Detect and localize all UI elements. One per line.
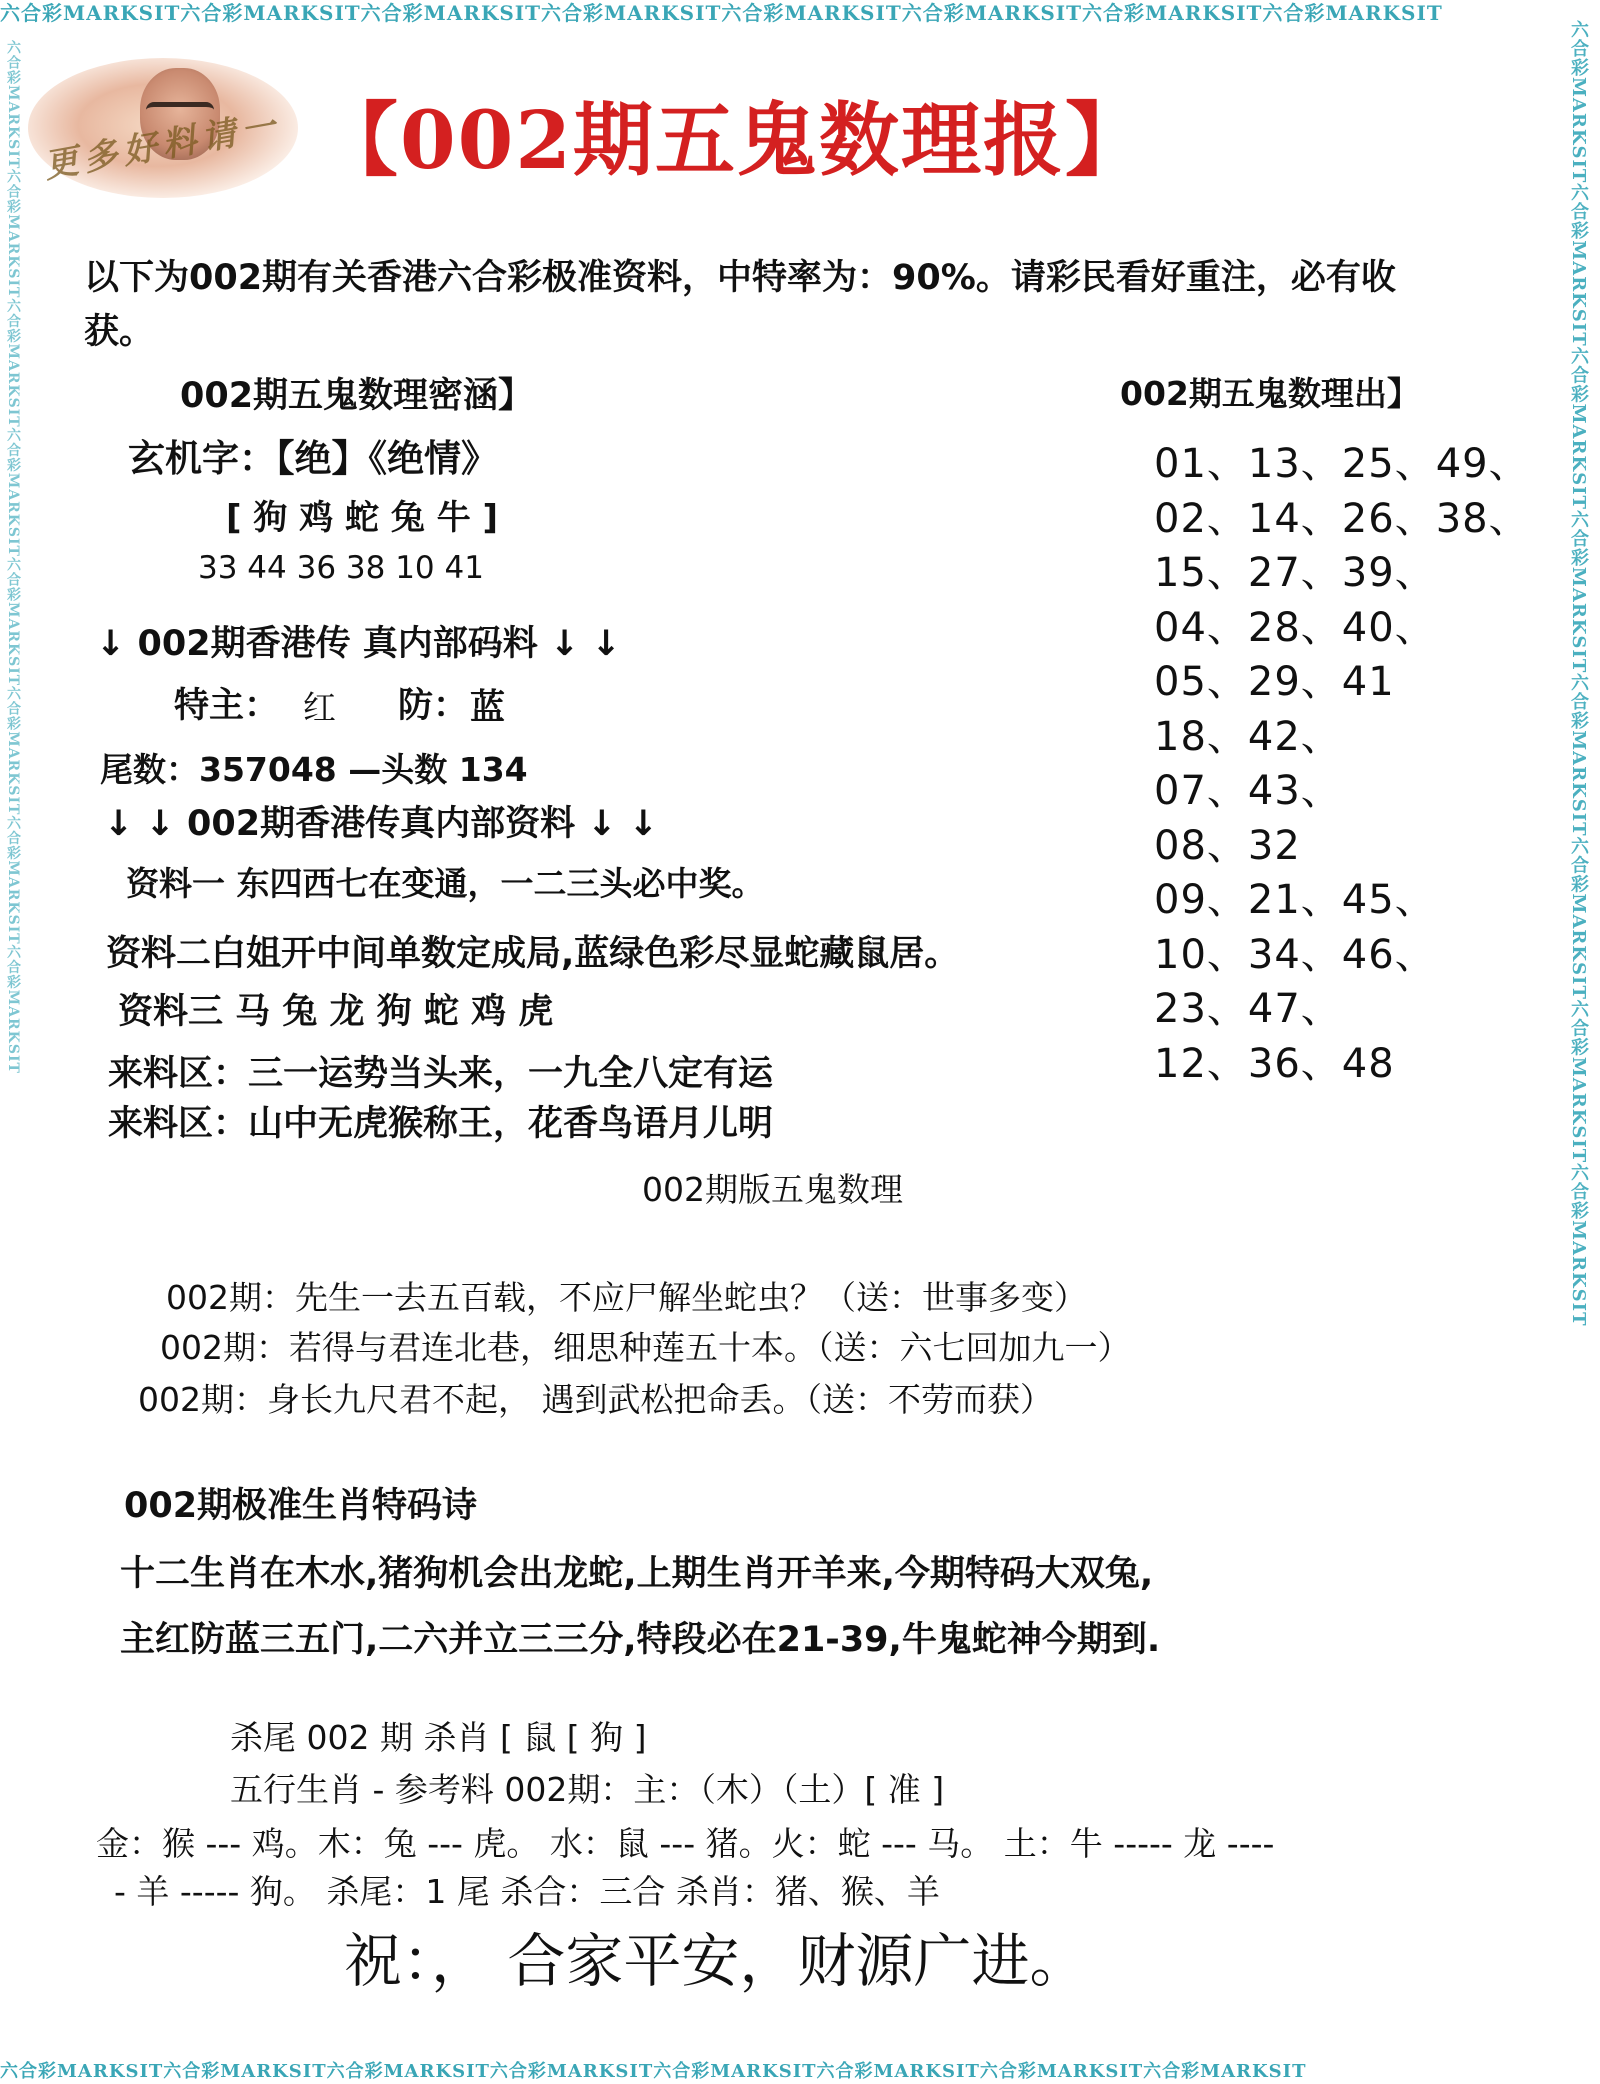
- page-title: 【002期五鬼数理报】: [318, 93, 1147, 187]
- intro-line-1: 以下为002期有关香港六合彩极准资料，中特率为：90%。请彩民看好重注，必有收: [84, 258, 1396, 298]
- right-watermark-strip: 六合彩MARKSIT六合彩MARKSIT六合彩MARKSIT六合彩MARKSIT六合彩MARKSIT六合彩MARKSIT六合彩MARKSIT六合彩MARKSIT: [1568, 20, 1589, 1327]
- version-line-1: 002期：先生一去五百载，不应尸解坐蛇虫？（送：世事多变）: [166, 1278, 1087, 1317]
- output-row: 10、34、46、: [1154, 932, 1436, 978]
- output-row: 09、21、45、: [1154, 877, 1436, 923]
- info-item-2: 资料二白姐开中间单数定成局,蓝绿色彩尽显蛇藏鼠居。: [106, 934, 960, 974]
- poem-heading: 002期极准生肖特码诗: [124, 1486, 478, 1526]
- intro-line-2: 获。: [84, 312, 155, 352]
- top-watermark-strip: 六合彩MARKSIT六合彩MARKSIT六合彩MARKSIT六合彩MARKSIT六合彩MARKSIT六合彩MARKSIT六合彩MARKSIT六合彩MARKSIT: [0, 1, 1443, 25]
- kill-line-3: 金：猴 --- 鸡。木：兔 --- 虎。 水：鼠 --- 猪。火：蛇 --- 马。 土：牛 ----- 龙 ----: [96, 1824, 1275, 1863]
- kill-line-4: - 羊 ----- 狗。 杀尾：1 尾 杀合：三合 杀肖：猪、猴、羊: [114, 1872, 940, 1911]
- badge-caption: 更多好料请一: [40, 105, 285, 187]
- secret-numbers: 33 44 36 38 10 41: [198, 550, 484, 586]
- footer-blessing: 祝：， 合家平安，财源广进。: [344, 1927, 1088, 1995]
- kill-line-2: 五行生肖 - 参考料 002期：主：（木）（土）[ 准 ]: [230, 1770, 945, 1809]
- output-row: 23、47、: [1154, 986, 1342, 1032]
- output-heading: 002期五鬼数理出】: [1120, 374, 1420, 413]
- source-line-1: 来料区：三一运势当头来，一九全八定有运: [108, 1054, 774, 1094]
- insider-codes-heading: ↓ 002期香港传 真内部码料 ↓ ↓: [96, 624, 621, 664]
- output-row: 04、28、40、: [1154, 605, 1436, 651]
- left-watermark-strip: 六合彩MARKSIT六合彩MARKSIT六合彩MARKSIT六合彩MARKSIT六合彩MARKSIT六合彩MARKSIT六合彩MARKSIT六合彩MARKSIT: [5, 40, 21, 1074]
- version-line-2: 002期：若得与君连北巷，细思种莲五十本。（送：六七回加九一）: [160, 1328, 1131, 1367]
- bottom-watermark-strip: 六合彩MARKSIT六合彩MARKSIT六合彩MARKSIT六合彩MARKSIT六合彩MARKSIT六合彩MARKSIT六合彩MARKSIT六合彩MARKSIT: [0, 2061, 1307, 2082]
- output-row: 01、13、25、49、: [1154, 441, 1530, 487]
- info-item-1: 资料一 东四西七在变通，一二三头必中奖。: [126, 864, 765, 903]
- secret-zodiacs: [ 狗 鸡 蛇 兔 牛 ]: [226, 498, 499, 538]
- kill-line-1: 杀尾 002 期 杀肖 [ 鼠 [ 狗 ]: [230, 1718, 647, 1757]
- guard-color-value: 蓝: [470, 688, 506, 728]
- xuanji-line: 玄机字：【绝】《绝情》: [128, 437, 498, 480]
- output-row: 15、27、39、: [1154, 550, 1436, 596]
- output-row: 02、14、26、38、: [1154, 496, 1530, 542]
- output-row: 08、32: [1154, 823, 1301, 869]
- insider-info-heading: ↓ ↓ 002期香港传真内部资料 ↓ ↓: [104, 804, 659, 844]
- tail-head-numbers: 尾数：357048 —头数 134: [100, 750, 528, 789]
- output-row: 07、43、: [1154, 768, 1342, 814]
- secret-heading: 002期五鬼数理密涵】: [180, 376, 534, 416]
- guard-color-label: 防：: [398, 686, 469, 726]
- source-line-2: 来料区：山中无虎猴称王，花香鸟语月儿明: [108, 1104, 774, 1144]
- output-row: 05、29、41: [1154, 659, 1395, 705]
- version-heading: 002期版五鬼数理: [642, 1170, 903, 1209]
- output-row: 18、42、: [1154, 714, 1342, 760]
- info-item-3: 资料三 马 兔 龙 狗 蛇 鸡 虎: [118, 992, 554, 1032]
- main-color-label: 特主：: [174, 686, 280, 726]
- output-row: 12、36、48: [1154, 1041, 1395, 1087]
- version-line-3: 002期：身长九尺君不起， 遇到武松把命丢。（送：不劳而获）: [138, 1380, 1053, 1419]
- header-portrait-badge: [28, 58, 298, 198]
- poem-line-1: 十二生肖在木水,猪狗机会出龙蛇,上期生肖开羊来,今期特码大双兔,: [120, 1554, 1154, 1594]
- main-color-value: 红: [303, 688, 336, 727]
- poem-line-2: 主红防蓝三五门,二六并立三三分,特段必在21-39,牛鬼蛇神今期到.: [120, 1620, 1161, 1660]
